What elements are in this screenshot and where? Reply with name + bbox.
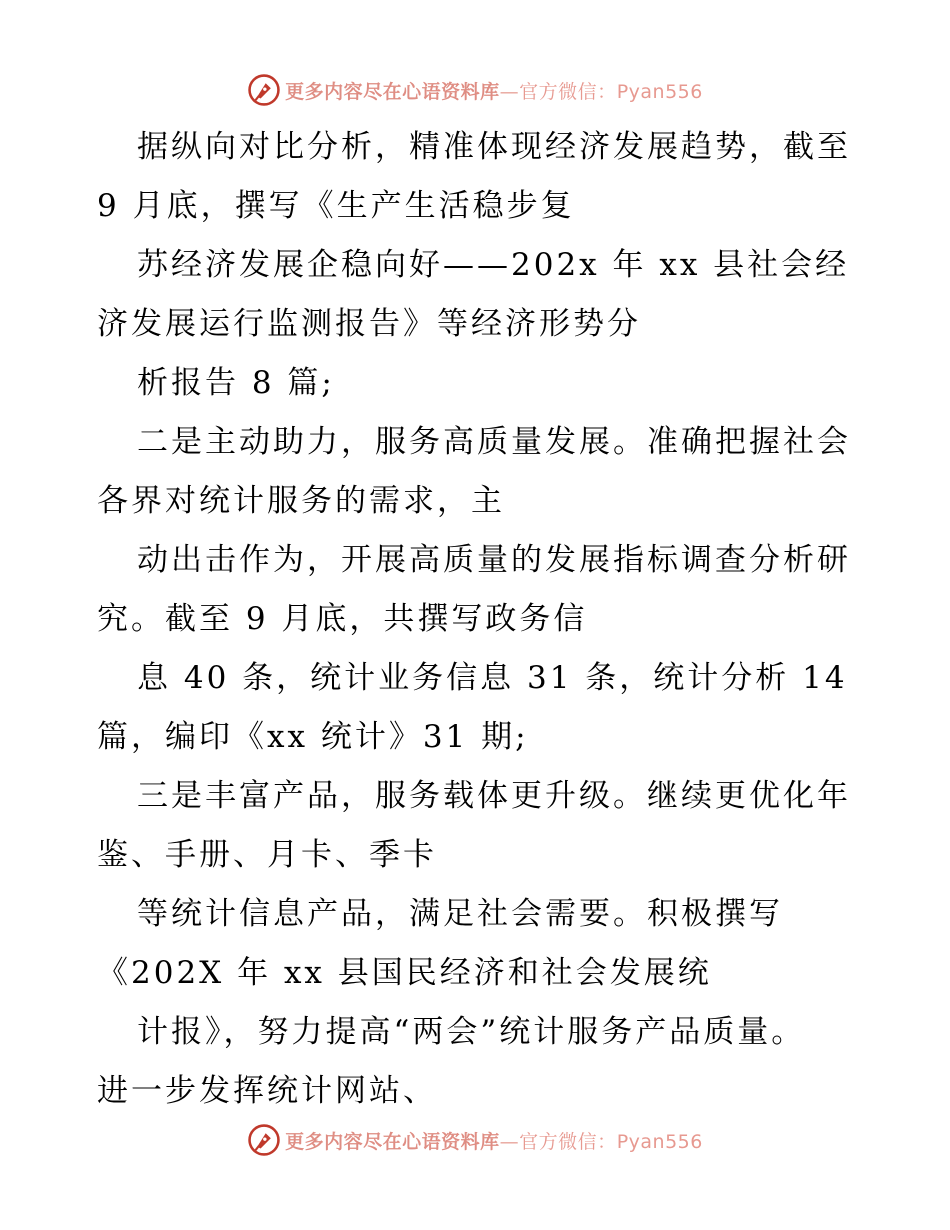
pen-nib-logo-icon	[247, 73, 281, 107]
text-line: 各界对统计服务的需求，主	[97, 483, 505, 519]
watermark-text: 更多内容尽在心语资料库—官方微信：Pyan556	[285, 1130, 703, 1153]
text-line: 济发展运行监测报告》等经济形势分	[97, 306, 641, 342]
footer-watermark	[0, 1120, 950, 1160]
text-line: 苏经济发展企稳向好——202x 年 xx 县社会经	[137, 247, 850, 283]
text-line: 篇，编印《xx 统计》31 期;	[97, 719, 529, 755]
document-body	[97, 118, 857, 1121]
text-line: 息 40 条，统计业务信息 31 条，统计分析 14	[137, 660, 848, 696]
pen-nib-logo-icon	[247, 1123, 281, 1157]
text-line: 《202X 年 xx 县国民经济和社会发展统	[97, 955, 712, 991]
text-line: 9 月底，撰写《生产生活稳步复	[97, 188, 575, 224]
text-line: 据纵向对比分析，精准体现经济发展趋势，截至	[137, 129, 851, 165]
header-watermark	[0, 70, 950, 110]
watermark-text: 更多内容尽在心语资料库—官方微信：Pyan556	[285, 80, 703, 103]
text-line: 鉴、手册、月卡、季卡	[97, 837, 437, 873]
text-line: 进一步发挥统计网站、	[97, 1073, 437, 1109]
text-line: 究。截至 9 月底，共撰写政务信	[97, 601, 588, 637]
text-line: 等统计信息产品，满足社会需要。积极撰写	[137, 896, 783, 932]
text-line: 析报告 8 篇;	[137, 365, 335, 401]
text-line: 计报》，努力提高“两会”统计服务产品质量。	[137, 1014, 806, 1050]
text-line: 二是主动助力，服务高质量发展。准确把握社会	[137, 424, 851, 460]
text-line: 三是丰富产品，服务载体更升级。继续更优化年	[137, 778, 851, 814]
text-line: 动出击作为，开展高质量的发展指标调查分析研	[137, 542, 851, 578]
